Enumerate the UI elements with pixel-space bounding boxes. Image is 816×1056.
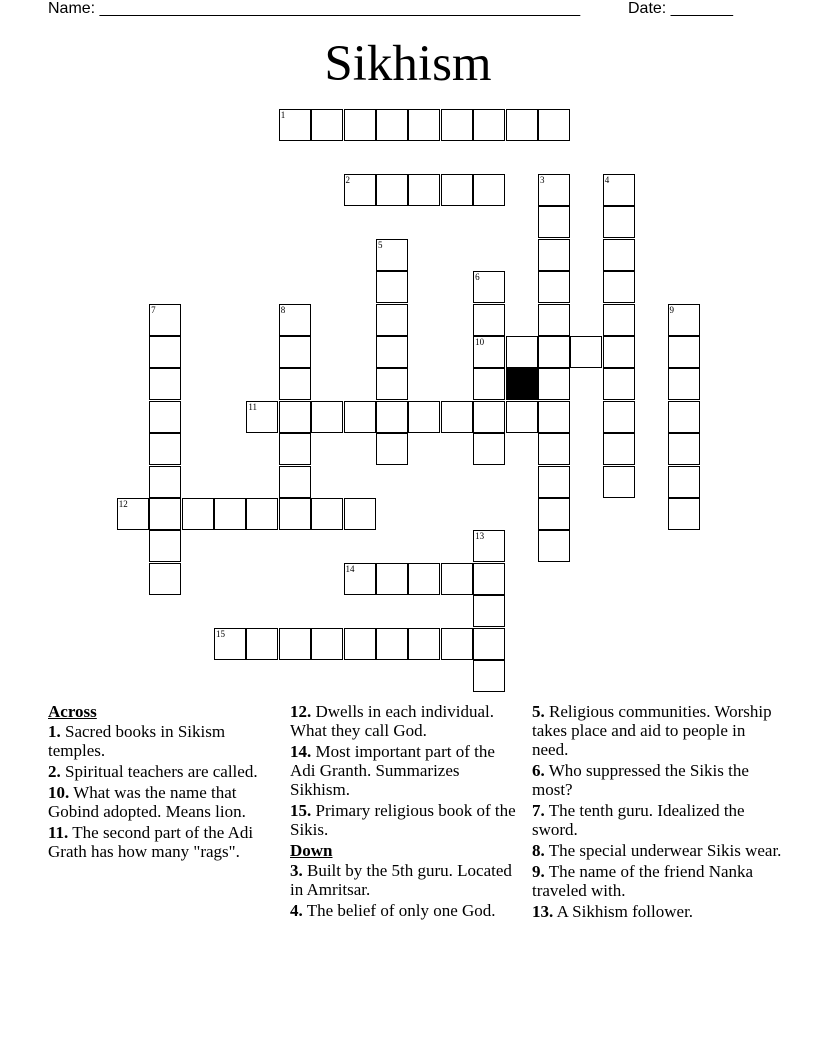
down-heading: Down: [290, 841, 333, 860]
clue-column-3: [532, 702, 782, 923]
grid-cell[interactable]: [473, 174, 505, 206]
grid-cell[interactable]: [408, 628, 440, 660]
grid-cell[interactable]: [538, 206, 570, 238]
grid-cell[interactable]: [441, 109, 473, 141]
grid-cell[interactable]: [408, 109, 440, 141]
grid-cell[interactable]: [279, 628, 311, 660]
clue-item: [532, 902, 782, 921]
grid-cell[interactable]: [279, 433, 311, 465]
grid-cell[interactable]: [473, 336, 505, 368]
clue-item-number: 3.: [290, 861, 303, 880]
clue-item: [48, 823, 278, 861]
clue-item-number: 1.: [48, 722, 61, 741]
grid-cell[interactable]: [344, 401, 376, 433]
clue-item-text: Primary religious book of the Sikis.: [290, 801, 516, 839]
grid-cell[interactable]: [344, 498, 376, 530]
grid-cell[interactable]: [149, 563, 181, 595]
grid-cell[interactable]: [441, 563, 473, 595]
grid-cell[interactable]: [376, 174, 408, 206]
grid-cell[interactable]: [376, 563, 408, 595]
clue-item-text: The tenth guru. Idealized the sword.: [532, 801, 745, 839]
grid-cell[interactable]: [570, 336, 602, 368]
clue-item: [290, 801, 522, 839]
clue-item: [532, 761, 782, 799]
clue-number: 5: [377, 239, 383, 250]
clue-item-number: 12.: [290, 702, 312, 721]
grid-cell[interactable]: [408, 401, 440, 433]
clue-item-text: What was the name that Gobind adopted. Means lion.: [48, 783, 246, 821]
grid-cell[interactable]: [473, 530, 505, 562]
across-heading: Across: [48, 702, 97, 721]
grid-cell[interactable]: [149, 433, 181, 465]
grid-cell[interactable]: [149, 530, 181, 562]
grid-cell[interactable]: [279, 109, 311, 141]
grid-cell[interactable]: [149, 336, 181, 368]
grid-cell[interactable]: [538, 271, 570, 303]
clue-number: 12: [118, 499, 128, 510]
clue-number: 9: [669, 304, 675, 315]
clue-item-number: 7.: [532, 801, 545, 820]
grid-cell[interactable]: [408, 174, 440, 206]
clue-item-number: 15.: [290, 801, 312, 820]
grid-cell[interactable]: [344, 628, 376, 660]
clue-item-text: Sacred books in Sikism temples.: [48, 722, 226, 760]
grid-cell[interactable]: [344, 174, 376, 206]
grid-cell[interactable]: [311, 628, 343, 660]
clue-item: [532, 862, 782, 900]
clue-item-text: The belief of only one God.: [306, 901, 496, 920]
grid-cell[interactable]: [473, 563, 505, 595]
grid-cell[interactable]: [149, 304, 181, 336]
grid-cell[interactable]: [376, 433, 408, 465]
clue-item-number: 5.: [532, 702, 545, 721]
grid-cell[interactable]: [603, 336, 635, 368]
grid-cell[interactable]: [538, 466, 570, 498]
grid-cell[interactable]: [441, 174, 473, 206]
clue-item: [532, 702, 782, 759]
grid-cell[interactable]: [279, 466, 311, 498]
grid-cell[interactable]: [668, 304, 700, 336]
clue-column-1: [48, 702, 278, 863]
clue-item-number: 14.: [290, 742, 312, 761]
clue-item-number: 2.: [48, 762, 61, 781]
grid-cell[interactable]: [668, 368, 700, 400]
name-field-label: Name: ______________________________________________________: [48, 0, 581, 17]
clue-item: [290, 901, 522, 920]
grid-cell[interactable]: [538, 401, 570, 433]
grid-cell[interactable]: [117, 498, 149, 530]
grid-cell[interactable]: [441, 628, 473, 660]
clue-number: 15: [215, 628, 225, 639]
clue-number: 6: [475, 272, 480, 283]
grid-cell[interactable]: [246, 498, 278, 530]
grid-cell[interactable]: [473, 304, 505, 336]
grid-cell[interactable]: [473, 401, 505, 433]
grid-cell[interactable]: [441, 401, 473, 433]
grid-cell[interactable]: [603, 206, 635, 238]
clue-number: 11: [248, 401, 258, 412]
grid-cell[interactable]: [668, 401, 700, 433]
grid-cell[interactable]: [246, 401, 278, 433]
grid-cell[interactable]: [473, 271, 505, 303]
clue-number: 7: [151, 304, 156, 315]
clue-item: [532, 841, 782, 860]
grid-cell[interactable]: [149, 401, 181, 433]
grid-cell[interactable]: [376, 336, 408, 368]
grid-cell[interactable]: [344, 109, 376, 141]
grid-cell[interactable]: [473, 368, 505, 400]
clue-item: [290, 861, 522, 899]
grid-cell[interactable]: [473, 595, 505, 627]
grid-cell[interactable]: [376, 628, 408, 660]
clue-item-text: Religious communities. Worship takes place and aid to people in need.: [532, 702, 772, 759]
grid-cell[interactable]: [603, 433, 635, 465]
clue-item-text: Who suppressed the Sikis the most?: [532, 761, 749, 799]
grid-cell[interactable]: [149, 368, 181, 400]
clue-item-text: The name of the friend Nanka traveled with.: [532, 862, 754, 900]
grid-cell[interactable]: [668, 498, 700, 530]
clue-item: [48, 722, 278, 760]
grid-cell[interactable]: [376, 304, 408, 336]
grid-cell[interactable]: [182, 498, 214, 530]
clue-item-number: 8.: [532, 841, 545, 860]
grid-cell[interactable]: [668, 433, 700, 465]
grid-cell[interactable]: [149, 466, 181, 498]
clue-item-text: The second part of the Adi Grath has how many "rags".: [48, 823, 254, 861]
clue-item-number: 6.: [532, 761, 545, 780]
grid-cell[interactable]: [311, 401, 343, 433]
clue-number: 14: [345, 563, 355, 574]
grid-cell[interactable]: [279, 336, 311, 368]
grid-cell[interactable]: [214, 628, 246, 660]
grid-cell[interactable]: [473, 433, 505, 465]
grid-cell[interactable]: [279, 368, 311, 400]
clue-item-number: 13.: [532, 902, 554, 921]
clue-item-text: A Sikhism follower.: [556, 902, 694, 921]
clue-item-text: Built by the 5th guru. Located in Amritsar.: [290, 861, 512, 899]
grid-cell[interactable]: [473, 628, 505, 660]
clue-item-number: 9.: [532, 862, 545, 881]
grid-cell[interactable]: [311, 498, 343, 530]
grid-cell[interactable]: [311, 109, 343, 141]
grid-cell[interactable]: [538, 109, 570, 141]
clue-item: [532, 801, 782, 839]
grid-cell[interactable]: [538, 304, 570, 336]
clue-number: 8: [280, 304, 286, 315]
clue-item: [48, 762, 278, 781]
clue-number: 13: [475, 531, 485, 542]
grid-cell[interactable]: [149, 498, 181, 530]
grid-cell[interactable]: [603, 239, 635, 271]
grid-cell[interactable]: [214, 498, 246, 530]
grid-cell[interactable]: [246, 628, 278, 660]
clue-number: 3: [539, 175, 545, 186]
grid-cell[interactable]: [473, 109, 505, 141]
clue-item-text: Spiritual teachers are called.: [65, 762, 258, 781]
grid-cell[interactable]: [506, 109, 538, 141]
grid-cell[interactable]: [344, 563, 376, 595]
clue-item: [290, 742, 522, 799]
grid-cell[interactable]: [603, 174, 635, 206]
clue-item-text: Most important part of the Adi Granth. Summarizes Sikhism.: [290, 742, 495, 799]
grid-cell[interactable]: [376, 239, 408, 271]
clue-number: 2: [345, 175, 351, 186]
grid-cell[interactable]: [279, 498, 311, 530]
grid-cell[interactable]: [279, 304, 311, 336]
clue-number: 10: [475, 337, 485, 348]
grid-cell[interactable]: [538, 368, 570, 400]
grid-cell[interactable]: [538, 239, 570, 271]
clue-number: 1: [280, 110, 286, 121]
grid-cell[interactable]: [538, 174, 570, 206]
clue-number: 4: [604, 175, 610, 186]
grid-cell[interactable]: [473, 660, 505, 692]
clue-item: [48, 783, 278, 821]
grid-cell[interactable]: [603, 271, 635, 303]
grid-cell[interactable]: [376, 368, 408, 400]
grid-cell[interactable]: [668, 466, 700, 498]
grid-cell[interactable]: [603, 401, 635, 433]
black-square: [506, 368, 538, 400]
grid-cell[interactable]: [279, 401, 311, 433]
puzzle-title: Sikhism: [324, 36, 492, 92]
clue-item-text: The special underwear Sikis wear.: [548, 841, 782, 860]
grid-cell[interactable]: [538, 498, 570, 530]
grid-cell[interactable]: [376, 109, 408, 141]
clue-item: [290, 702, 522, 740]
grid-cell[interactable]: [376, 271, 408, 303]
grid-cell[interactable]: [506, 336, 538, 368]
grid-cell[interactable]: [603, 304, 635, 336]
grid-cell[interactable]: [668, 336, 700, 368]
clue-item-text: Dwells in each individual. What they call God.: [290, 702, 494, 740]
grid-cell[interactable]: [603, 368, 635, 400]
grid-cell[interactable]: [408, 563, 440, 595]
grid-cell[interactable]: [376, 401, 408, 433]
clue-item-number: 11.: [48, 823, 69, 842]
grid-cell[interactable]: [538, 336, 570, 368]
grid-cell[interactable]: [603, 466, 635, 498]
grid-cell[interactable]: [506, 401, 538, 433]
clue-item-number: 4.: [290, 901, 303, 920]
clue-column-2: [290, 702, 522, 922]
date-field-label: Date: _______: [628, 0, 733, 17]
grid-cell[interactable]: [538, 530, 570, 562]
clue-item-number: 10.: [48, 783, 70, 802]
grid-cell[interactable]: [538, 433, 570, 465]
